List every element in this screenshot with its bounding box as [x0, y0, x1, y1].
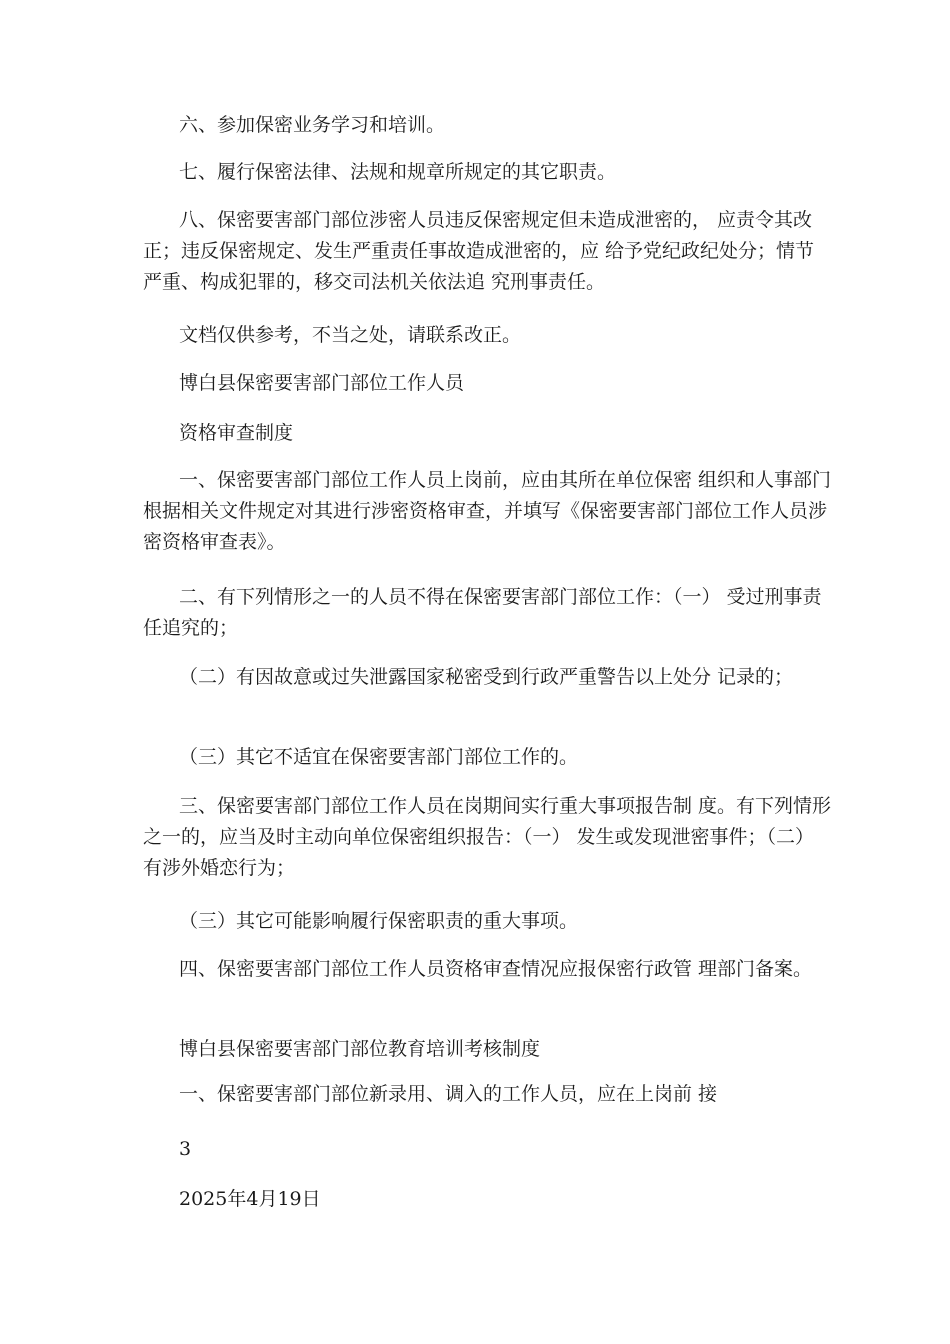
paragraph-review-1: 一、保密要害部门部位工作人员上岗前，应由其所在单位保密 组织和人事部门根据相关文件规定对其进行涉密资格审查，并填写《保密要害部门部位工作人员涉密资格审查表》。 [143, 469, 832, 553]
paragraph-review-3: 三、保密要害部门部位工作人员在岗期间实行重大事项报告制 度。有下列情形之一的，应当及时主动向单位保密组织报告：（一） 发生或发现泄密事件；（二）有涉外婚恋行为； [143, 795, 832, 879]
paragraph-review-2: 二、有下列情形之一的人员不得在保密要害部门部位工作：（一） 受过刑事责任追究的； [143, 586, 822, 639]
section-subtitle-review-system: 资格审查制度 [179, 422, 294, 444]
paragraph-review-2-item-3: （三）其它不适宜在保密要害部门部位工作的。 [179, 746, 579, 768]
paragraph-training-1: 一、保密要害部门部位新录用、调入的工作人员，应在上岗前 接 [179, 1083, 718, 1105]
paragraph-review-2-item-2: （二）有因故意或过失泄露国家秘密受到行政严重警告以上处分 记录的； [179, 666, 794, 688]
paragraph-item-7: 七、履行保密法律、法规和规章所规定的其它职责。 [179, 161, 617, 183]
paragraph-review-4: 四、保密要害部门部位工作人员资格审查情况应报保密行政管 理部门备案。 [179, 958, 813, 980]
paragraph-item-6: 六、参加保密业务学习和培训。 [179, 114, 446, 136]
paragraph-item-8: 八、保密要害部门部位涉密人员违反保密规定但未造成泄密的， 应责令其改正；违反保密规定、发生严重责任事故造成泄密的，应 给予党纪政纪处分；情节严重、构成犯罪的，移交司法机关依法追 究刑事责任。 [143, 209, 815, 293]
document-date: 2025年4月19日 [179, 1188, 321, 1210]
paragraph-review-3-item-3: （三）其它可能影响履行保密职责的重大事项。 [179, 910, 579, 932]
section-title-training: 博白县保密要害部门部位教育培训考核制度 [179, 1038, 541, 1060]
section-title-qualification: 博白县保密要害部门部位工作人员 [179, 372, 465, 394]
reference-note: 文档仅供参考，不当之处，请联系改正。 [179, 324, 522, 346]
page-number: 3 [179, 1138, 192, 1160]
